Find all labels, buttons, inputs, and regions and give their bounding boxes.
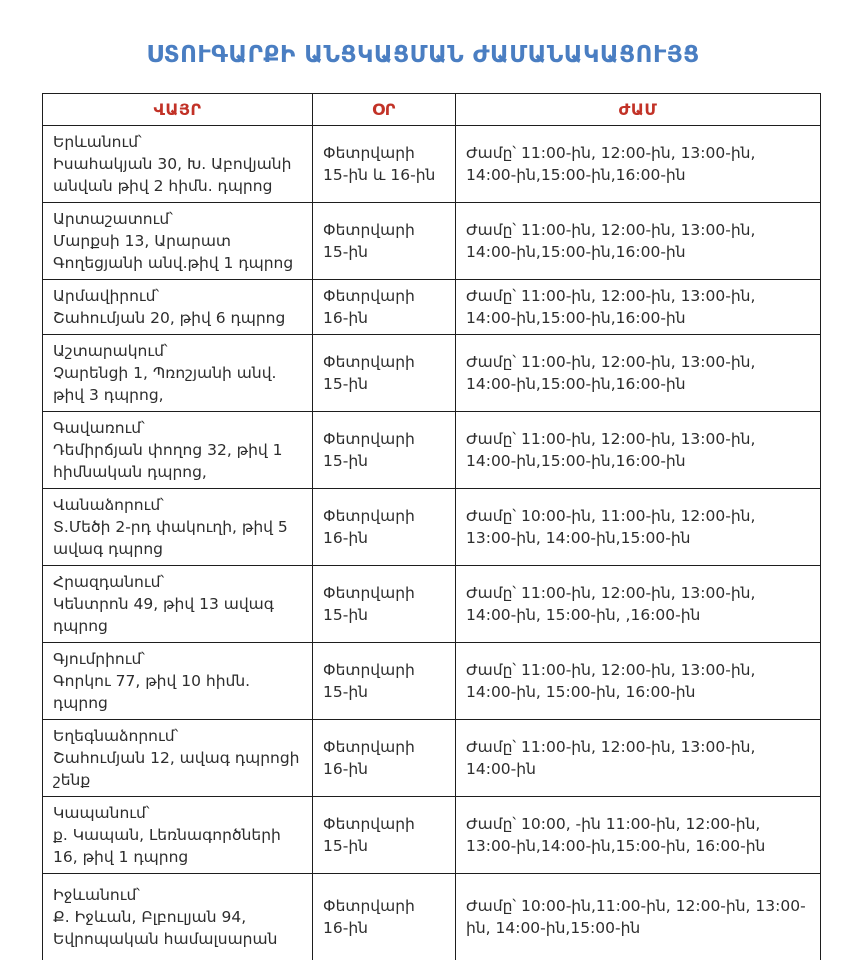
place-address: Կենտրոն 49, թիվ 13 ավագ դպրոց: [53, 595, 274, 635]
time-cell: Ժամը՝ 11:00-ին, 12:00-ին, 13:00-ին, 14:00-ին,15:00-ին,16:00-ին: [456, 335, 821, 412]
table-row: [43, 489, 821, 566]
place-address: Շահումյան 20, թիվ 6 դպրոց: [53, 309, 286, 327]
column-header-time: ԺԱՄ: [456, 94, 821, 126]
day-cell: Փետրվարի 15-ին: [313, 566, 456, 643]
table-row: [43, 797, 821, 874]
table-header-row: [43, 94, 821, 126]
column-header-day: ՕՐ: [313, 94, 456, 126]
day-cell: Փետրվարի 15-ին: [313, 412, 456, 489]
place-address: Տ.Մեծի 2-րդ փակուղի, թիվ 5 ավագ դպրոց: [53, 518, 288, 558]
table-row: [43, 566, 821, 643]
place-address: Ք. Իջևան, Բլբուլյան 94, Եվրոպական համալսարան: [53, 908, 278, 948]
place-city: Գավառում՝: [53, 419, 145, 437]
place-city: Հրազդանում՝: [53, 573, 165, 591]
place-cell: [43, 797, 313, 874]
place-cell: [43, 720, 313, 797]
place-address: Շահումյան 12, ավագ դպրոցի շենք: [53, 749, 300, 789]
place-cell: [43, 874, 313, 960]
time-cell: Ժամը՝ 11:00-ին, 12:00-ին, 13:00-ին, 14:00-ին,15:00-ին,16:00-ին: [456, 203, 821, 280]
place-cell: [43, 643, 313, 720]
place-city: Արտաշատում՝: [53, 210, 173, 228]
time-cell: Ժամը՝ 11:00-ին, 12:00-ին, 13:00-ին, 14:00-ին,15:00-ին,16:00-ին: [456, 412, 821, 489]
day-cell: Փետրվարի 16-ին: [313, 874, 456, 960]
day-cell: Փետրվարի 15-ին: [313, 203, 456, 280]
place-city: Աշտարակում՝: [53, 342, 168, 360]
table-row: [43, 335, 821, 412]
day-cell: Փետրվարի 16-ին: [313, 489, 456, 566]
time-cell: Ժամը՝ 10:00-ին, 11:00-ին, 12:00-ին, 13:00-ին, 14:00-ին,15:00-ին: [456, 489, 821, 566]
time-cell: Ժամը՝ 10:00, -ին 11:00-ին, 12:00-ին, 13:00-ին,14:00-ին,15:00-ին, 16:00-ին: [456, 797, 821, 874]
place-city: Կապանում՝: [53, 804, 150, 822]
schedule-table: [42, 93, 821, 960]
time-cell: Ժամը՝ 10:00-ին,11:00-ին, 12:00-ին, 13:00-ին, 14:00-ին,15:00-ին: [456, 874, 821, 960]
place-city: Եղեգնաձորում՝: [53, 727, 179, 745]
table-row: [43, 412, 821, 489]
place-address: Չարենցի 1, Պռոշյանի անվ. թիվ 3 դպրոց,: [53, 364, 277, 404]
time-cell: Ժամը՝ 11:00-ին, 12:00-ին, 13:00-ին, 14:00-ին, 15:00-ին, 16:00-ին: [456, 643, 821, 720]
place-cell: [43, 203, 313, 280]
place-address: Մարքսի 13, Արարատ Գողեցյանի անվ.թիվ 1 դպրոց: [53, 232, 294, 272]
page-title: ՍՏՈՒԳԱՐՔԻ ԱՆՑԿԱՑՄԱՆ ԺԱՄԱՆԱԿԱՑՈՒՅՑ: [146, 42, 700, 68]
time-cell: Ժամը՝ 11:00-ին, 12:00-ին, 13:00-ին, 14:00-ին,15:00-ին,16:00-ին: [456, 126, 821, 203]
table-row: [43, 203, 821, 280]
table-row: [43, 643, 821, 720]
place-address: Իսահակյան 30, Խ. Աբովյանի անվան թիվ 2 հիմն. դպրոց: [53, 155, 292, 195]
day-cell: Փետրվարի 15-ին և 16-ին: [313, 126, 456, 203]
column-header-place: ՎԱՅՐ: [43, 94, 313, 126]
place-city: Գյումրիում՝: [53, 650, 145, 668]
place-cell: [43, 489, 313, 566]
table-row: [43, 720, 821, 797]
schedule-table-body: [43, 126, 821, 960]
place-cell: [43, 335, 313, 412]
day-cell: Փետրվարի 16-ին: [313, 720, 456, 797]
time-cell: Ժամը՝ 11:00-ին, 12:00-ին, 13:00-ին, 14:00-ին,15:00-ին,16:00-ին: [456, 280, 821, 335]
place-cell: [43, 566, 313, 643]
place-city: Երևանում՝: [53, 133, 142, 151]
day-cell: Փետրվարի 15-ին: [313, 643, 456, 720]
place-city: Վանաձորում՝: [53, 496, 164, 514]
time-cell: Ժամը՝ 11:00-ին, 12:00-ին, 13:00-ին, 14:00-ին, 15:00-ին, ,16:00-ին: [456, 566, 821, 643]
place-cell: [43, 126, 313, 203]
day-cell: Փետրվարի 16-ին: [313, 280, 456, 335]
day-cell: Փետրվարի 15-ին: [313, 335, 456, 412]
place-city: Արմավիրում՝: [53, 287, 160, 305]
place-cell: [43, 280, 313, 335]
place-address: Դեմիրճյան փողոց 32, թիվ 1 հիմնական դպրոց,: [53, 441, 283, 481]
place-cell: [43, 412, 313, 489]
place-city: Իջևանում՝: [53, 886, 140, 904]
table-row: [43, 126, 821, 203]
time-cell: Ժամը՝ 11:00-ին, 12:00-ին, 13:00-ին, 14:00-ին: [456, 720, 821, 797]
table-row: [43, 874, 821, 960]
place-address: Գորկու 77, թիվ 10 հիմն. դպրոց: [53, 672, 251, 712]
day-cell: Փետրվարի 15-ին: [313, 797, 456, 874]
table-row: [43, 280, 821, 335]
place-address: ք. Կապան, Լեռնագործների 16, թիվ 1 դպրոց: [53, 826, 281, 866]
